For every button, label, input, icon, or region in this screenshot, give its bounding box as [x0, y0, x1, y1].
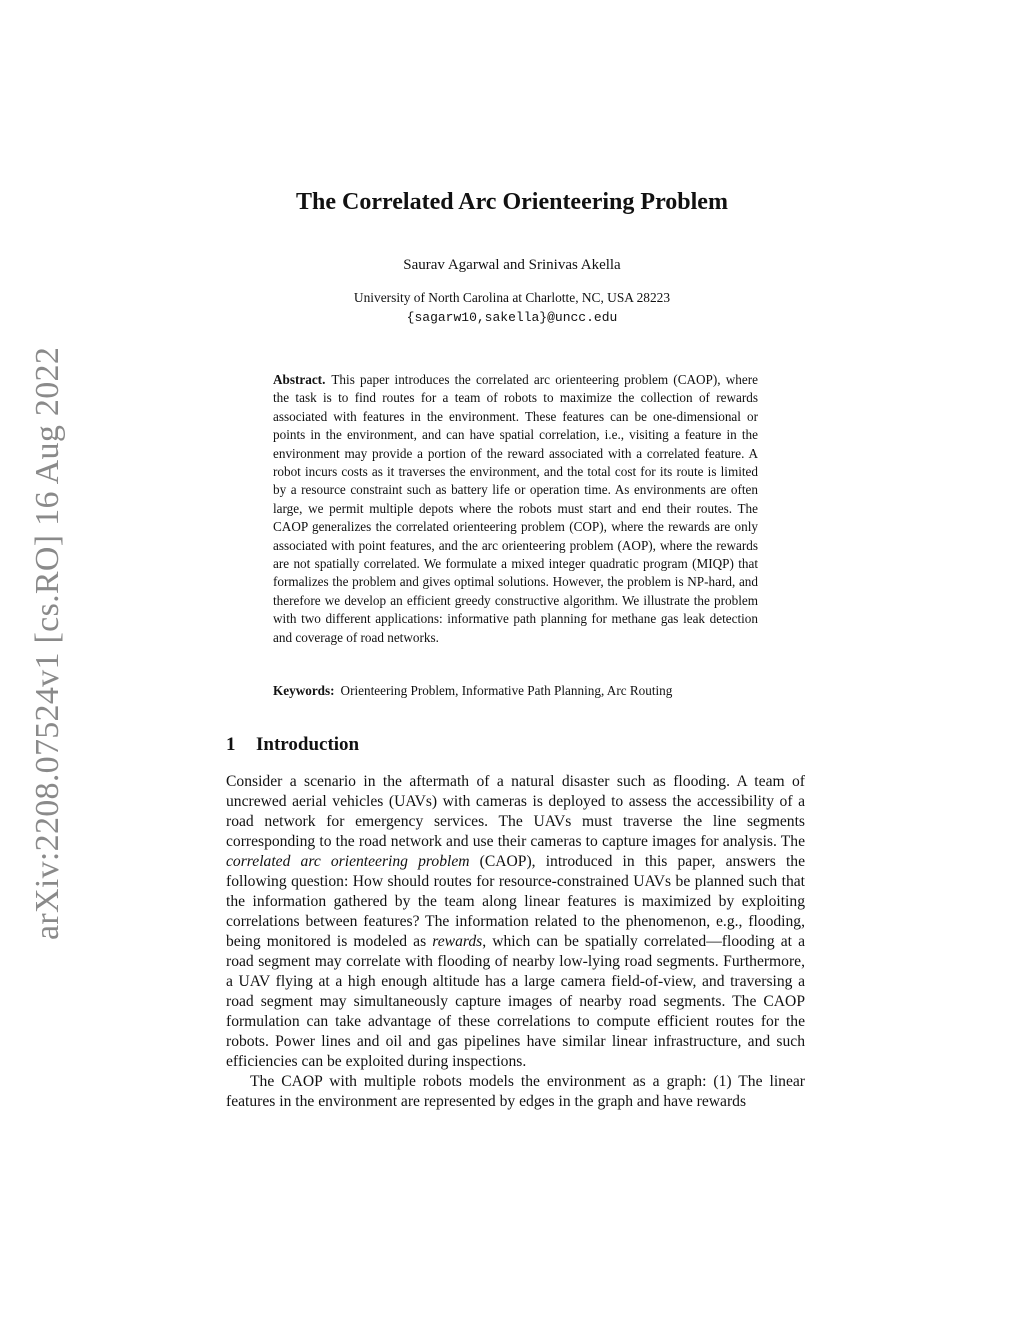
- keywords-text: Orienteering Problem, Informative Path Planning, Arc Routing: [340, 683, 673, 698]
- paragraph-text: (CAOP), introduced in this paper, answers the following question: How should routes for resource-constrained UAVs be planned such that the information gathered by the team along linear features is maximized by exploiting correlations between features? The information related to the phenomenon, e.g., flooding, being monitored is modeled as: [226, 853, 806, 950]
- author-email: [0, 308, 1024, 327]
- section-heading: [226, 732, 359, 758]
- paragraph-text: The CAOP with multiple robots models the environment as a graph: (1) The linear features in the environment are represented by edges in the graph and have rewards: [226, 1073, 805, 1110]
- paragraph: [226, 1072, 805, 1112]
- paragraph-text: Consider a scenario in the aftermath of a natural disaster such as flooding. A team of uncrewed aerial vehicles (UAVs) with cameras is deployed to assess the accessibility of a road network for emergency services. The UAVs must traverse the line segments corresponding to the road network and use their cameras to capture images for analysis. The: [226, 773, 805, 850]
- keywords-label: Keywords:: [273, 683, 335, 698]
- arxiv-identifier: arXiv:2208.07524v1 [cs.RO] 16 Aug 2022: [29, 346, 66, 940]
- paper-title: The Correlated Arc Orienteering Problem: [296, 189, 728, 215]
- paragraph-text: , which can be spatially correlated—flooding at a road segment may correlate with flooding of nearby low-lying road segments. Furthermore, a UAV flying at a high enough altitude has a large camera field-of-view, and traversing a road segment may simultaneously capture images of nearby road segments. The CAOP formulation can take advantage of these correlations to compute efficient routes for the robots. Power lines and oil and gas pipelines have similar linear infrastructure, and such efficiencies can be exploited during inspections.: [226, 933, 805, 1070]
- section-title: Introduction: [256, 734, 360, 755]
- abstract-label: Abstract.: [273, 372, 326, 387]
- section-number: 1: [226, 734, 236, 755]
- body-text: [226, 772, 805, 1112]
- keywords: [273, 682, 758, 700]
- emphasis-text: correlated arc orienteering problem: [226, 853, 470, 870]
- abstract-text: This paper introduces the correlated arc orienteering problem (CAOP), where the task is to find routes for a team of robots to maximize the collection of rewards associated with features in the environment. These features can be one-dimensional or points in the environment, and can have spatial correlation, i.e., visiting a feature in the environment may provide a portion of the reward associated with a correlated feature. A robot incurs costs as it traverses the environment, and the total cost for its route is limited by a resource constraint such as battery life or operation time. As environments are often large, we permit multiple depots where the robots must start and end their routes. The CAOP generalizes the correlated orienteering problem (COP), where the rewards are only associated with point features, and the arc orienteering problem (AOP), where the rewards are not spatially correlated. We formulate a mixed integer quadratic program (MIQP) that formalizes the problem and gives optimal solutions. However, the problem is NP-hard, and therefore we develop an efficient greedy constructive algorithm. We illustrate the problem with two different applications: informative path planning for methane gas leak detection and coverage of road networks.: [273, 372, 758, 645]
- author-list: Saurav Agarwal and Srinivas Akella: [403, 257, 621, 273]
- email-text: {sagarw10,sakella}@uncc.edu: [406, 310, 618, 325]
- paragraph: [226, 772, 805, 1072]
- abstract: [273, 371, 758, 647]
- affiliation: University of North Carolina at Charlotte, NC, USA 28223: [353, 290, 671, 305]
- emphasis-text: rewards: [432, 933, 483, 950]
